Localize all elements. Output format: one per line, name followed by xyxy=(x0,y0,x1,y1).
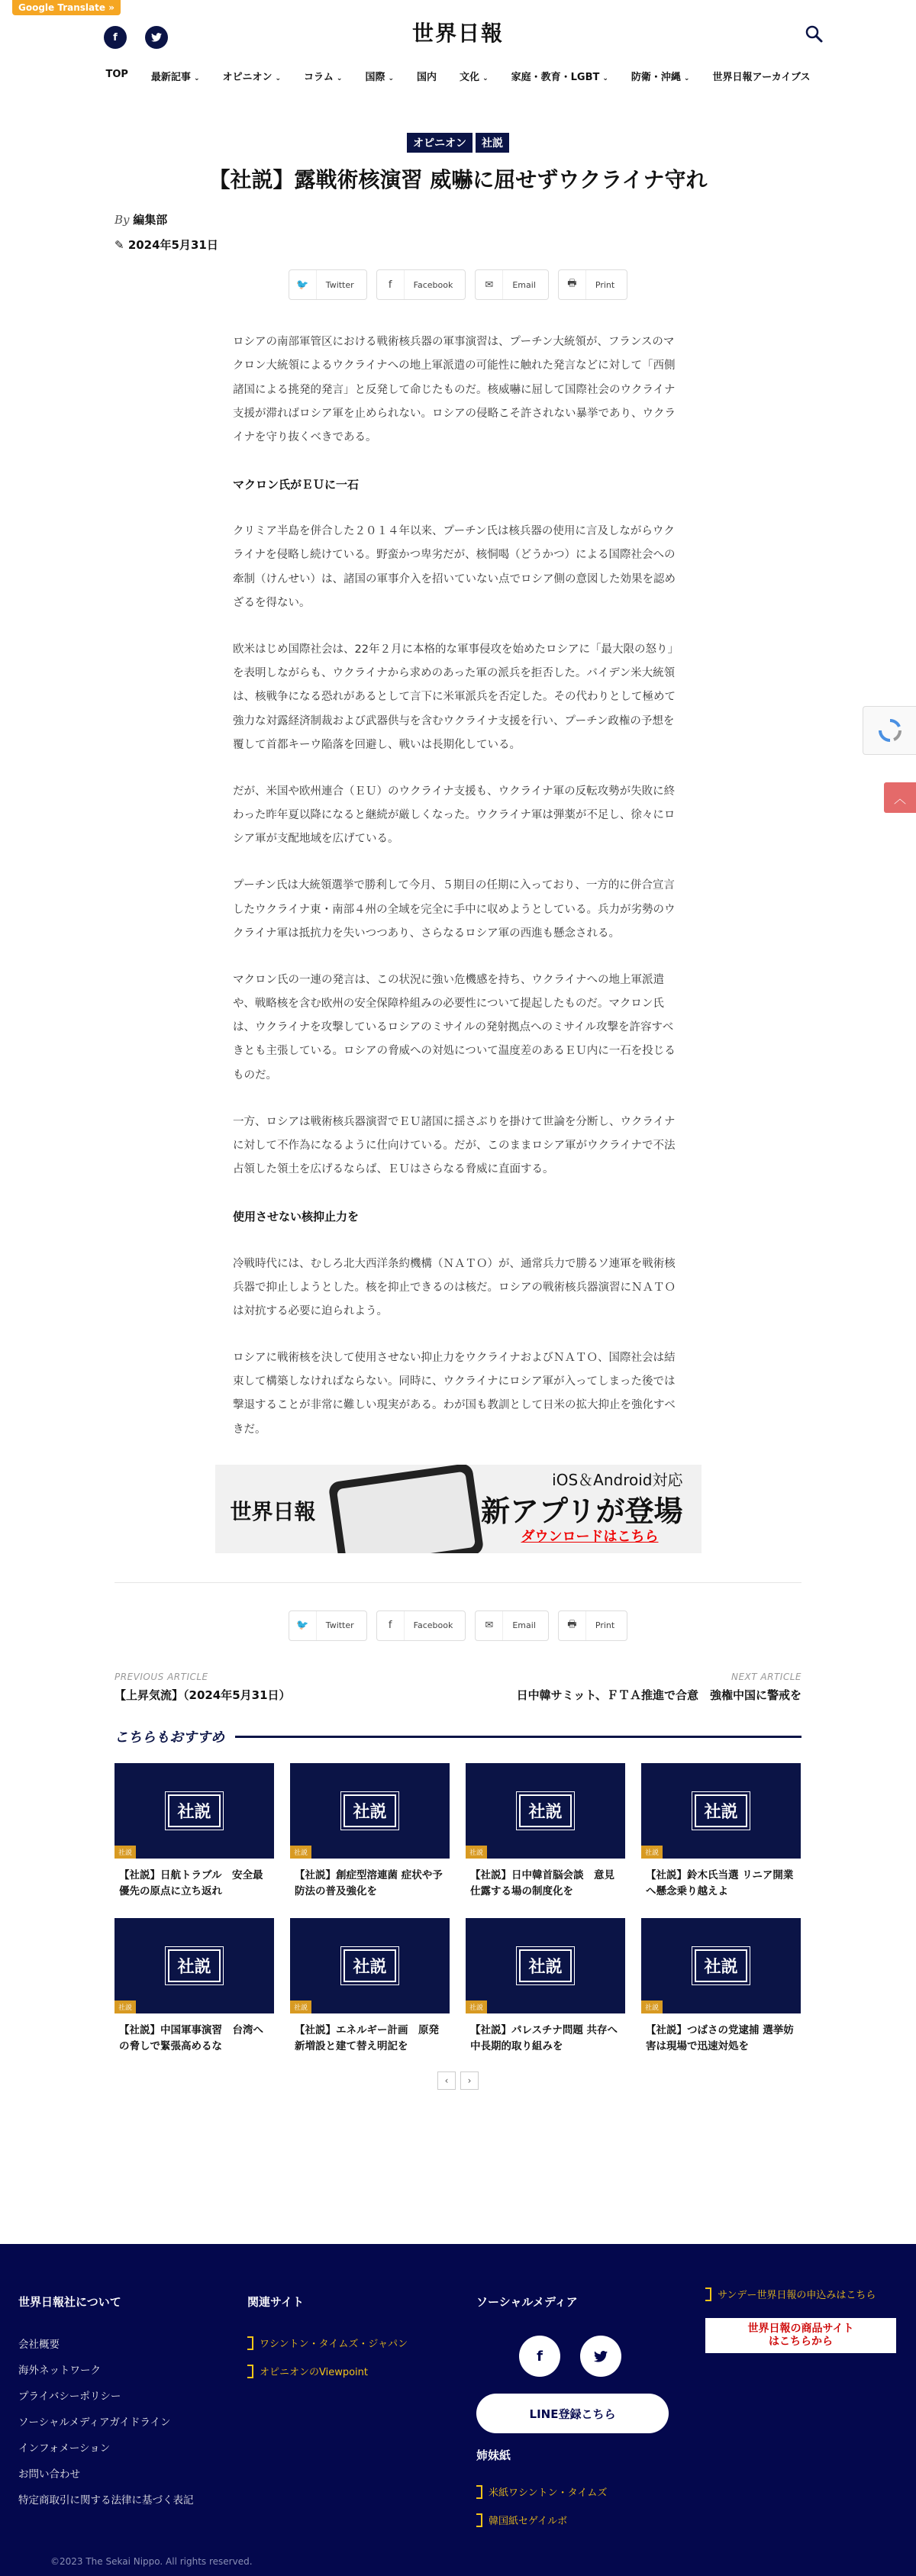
nav-item-label: 最新記事 xyxy=(150,72,191,83)
next-label: NEXT ARTICLE xyxy=(731,1671,802,1682)
paragraph: ロシアの南部軍管区における戦術核兵器の軍事演習は、プーチン大統領が、フランスのマクロン大統領によるウクライナへの地上軍派遣の可能性に触れた発言などに対して「西側諸国による挑発的発言」と反発して命じたものだ。核威嚇に屈して国際社会のウクライナ支援が滞ればロシア軍を止められない。ロシアの侵略こそ許されない暴挙であり、ウクライナを守り抜くべきである。 xyxy=(233,336,676,443)
publish-date xyxy=(114,237,802,253)
share-print-button[interactable] xyxy=(558,269,627,300)
recommend-card[interactable] xyxy=(114,1763,274,1900)
print-icon: 🖶 xyxy=(559,270,586,299)
section-heading: 使用させない核抑止力を xyxy=(233,1210,360,1224)
nav-item-label: 文化 xyxy=(460,72,480,83)
nav-item-0[interactable] xyxy=(105,69,127,83)
recommend-card[interactable] xyxy=(466,1763,625,1900)
sunday-subscribe-text: サンデー世界日報の申込みはこちら xyxy=(718,2290,876,2301)
nav-item-label: コラム xyxy=(304,72,334,83)
chevron-down-icon: ⌄ xyxy=(683,75,690,82)
banner-download-link[interactable]: ダウンロードはこちら xyxy=(521,1528,659,1545)
nav-item-label: 世界日報アーカイブス xyxy=(712,72,811,83)
share-label: Twitter xyxy=(325,1620,354,1631)
shop-banner[interactable] xyxy=(705,2318,896,2353)
footer-related-heading: 関連サイト xyxy=(247,2295,304,2309)
recommend-header xyxy=(114,1726,802,1746)
print-icon: 🖶 xyxy=(559,1611,586,1640)
footer-yellow-link-text: ワシントン・タイムズ・ジャパン xyxy=(260,2339,408,2350)
google-translate-badge[interactable]: Google Translate » xyxy=(12,0,121,15)
share-bar-bottom xyxy=(0,1610,916,1641)
twitter-icon[interactable] xyxy=(580,2336,621,2377)
nav-item-3[interactable] xyxy=(304,69,342,83)
category-tag[interactable]: オピニオン xyxy=(407,133,473,153)
footer-social-heading: ソーシャルメディア xyxy=(476,2295,578,2309)
recommend-card[interactable] xyxy=(114,1918,274,2055)
footer-link[interactable]: インフォメーション xyxy=(18,2442,111,2455)
footer-social xyxy=(476,2294,669,2541)
chevron-down-icon: ⌄ xyxy=(388,75,395,82)
share-facebook-button[interactable] xyxy=(376,1610,466,1641)
twitter-icon: 🐦 xyxy=(289,1611,317,1640)
paragraph: マクロン氏の一連の発言は、この状況に強い危機感を持ち、ウクライナへの地上軍派遣や、戦略核を含む欧州の安全保障枠組みの必要性について提起したものだ。マクロン氏は、ウクライナを攻撃しているロシアのミサイルの発射拠点へのミサイル攻撃を許容すべきとも主張している。ロシアの脅威への対処について温度差のあるＥＵ内に一石を投じるものだ。 xyxy=(233,973,676,1082)
facebook-icon: f xyxy=(377,270,405,299)
share-label: Print xyxy=(595,279,615,290)
recommend-card[interactable] xyxy=(466,1918,625,2055)
share-label: Twitter xyxy=(325,279,354,290)
footer-social-icons xyxy=(519,2336,669,2377)
banner-line1: iOS＆Android対応 xyxy=(552,1470,683,1489)
footer-link[interactable]: 特定商取引に関する法律に基づく表記 xyxy=(18,2494,194,2507)
nav-item-7[interactable] xyxy=(511,69,608,83)
recommend-card[interactable] xyxy=(641,1918,801,2055)
card-thumbnail[interactable] xyxy=(641,1763,801,1859)
share-twitter-button[interactable] xyxy=(289,1610,367,1641)
card-thumbnail[interactable] xyxy=(290,1918,450,2013)
footer-yellow-link-text: 米紙ワシントン・タイムズ xyxy=(489,2487,608,2499)
footer-link[interactable]: 会社概要 xyxy=(18,2339,60,2351)
sunday-subscribe-link[interactable] xyxy=(705,2287,896,2301)
footer-yellow-link-text: オピニオンのViewpoint xyxy=(260,2367,369,2378)
article-meta xyxy=(114,211,802,253)
paragraph: 欧米はじめ国際社会は、22年２月に本格的な軍事侵攻を始めたロシアに「最大限の怒り」を表明しながらも、ウクライナから求めのあった軍の派兵を拒否した。バイデン米大統領は、核戦争になる恐れがあるとして言下に米軍派兵を否定した。その代わりとして極めて強力な対露経済制裁および武器供与を含むウクライナ支援を行い、プーチン政権の予想を覆して首都キーウ陥落を回避し、戦いは長期化している。 xyxy=(233,643,679,751)
heading-rule xyxy=(235,1736,802,1738)
nav-item-label: 防衛・沖縄 xyxy=(631,72,681,83)
category-tags xyxy=(0,133,916,153)
prev-next-nav xyxy=(114,1672,802,1704)
editorial-mark: 社説 xyxy=(519,1949,571,1982)
pencil-icon: ✎ xyxy=(114,238,124,253)
card-title[interactable]: 【社説】鈴木氏当選 リニア開業へ懸念乗り越えよ xyxy=(646,1869,794,1898)
share-email-button[interactable] xyxy=(475,1610,549,1641)
editorial-mark: 社説 xyxy=(695,1949,747,1982)
bracket-icon xyxy=(476,2485,482,2499)
email-icon: ✉ xyxy=(476,270,503,299)
author-name[interactable]: 編集部 xyxy=(133,213,168,227)
paragraph: ロシアに戦術核を決して使用させない抑止力をウクライナおよびＮＡＴＯ、国際社会は結束して構築しなければならない。同時に、ウクライナにロシア軍が入ってしまった後では撃退することが非常に難しい現実がある。わが国も教訓として日米の拡大抑止を強化すべきだ。 xyxy=(233,1352,676,1436)
nav-item-label: 国際 xyxy=(365,72,385,83)
editorial-mark: 社説 xyxy=(344,1794,395,1827)
nav-item-2[interactable] xyxy=(222,69,281,83)
next-title[interactable]: 日中韓サミット、ＦＴＡ推進で合意 強権中国に警戒を xyxy=(516,1688,802,1702)
card-thumbnail[interactable] xyxy=(290,1763,450,1859)
editorial-mark: 社説 xyxy=(695,1794,747,1827)
footer-link[interactable]: ソーシャルメディアガイドライン xyxy=(18,2416,171,2429)
site-logo[interactable]: 世界日報 xyxy=(411,21,504,46)
paragraph: 一方、ロシアは戦術核兵器演習でＥＵ諸国に揺さぶりを掛けて世論を分断し、ウクライナに対して不作為になるように仕向けている。だが、このままロシア軍がウクライナで不法占領した領土を広げるならば、ＥＵはさらなる脅威に直面する。 xyxy=(233,1115,676,1176)
category-badge[interactable]: 社説 xyxy=(290,1846,311,1859)
line-register-button[interactable]: LINE登録こちら xyxy=(476,2394,669,2433)
share-facebook-button[interactable] xyxy=(376,269,466,300)
back-to-top-button[interactable] xyxy=(884,782,916,813)
footer-yellow-link[interactable] xyxy=(476,2513,669,2527)
paragraph: クリミア半島を併合した２０１４年以来、プーチン氏は核兵器の使用に言及しながらウクライナを侵略し続けている。野蛮かつ卑劣だが、核恫喝（どうかつ）による国際社会への牽制（けんせい）は、諸国の軍事介入を招いていない点でロシア側の意図した効果を認めざるを得ない。 xyxy=(233,525,676,609)
footer-link[interactable]: 海外ネットワーク xyxy=(18,2365,101,2377)
category-badge[interactable]: 社説 xyxy=(114,2001,136,2013)
footer-yellow-link[interactable] xyxy=(247,2336,408,2350)
category-badge[interactable]: 社説 xyxy=(641,1846,663,1859)
nav-item-6[interactable] xyxy=(460,69,489,83)
chevron-down-icon: ⌄ xyxy=(482,75,489,82)
paragraph: プーチン氏は大統領選挙で勝利して今月、５期目の任期に入っており、一方的に併合宣言したウクライナ東・南部４州の全域を完全に手中に収めようとしている。兵力が劣勢のウクライナ軍は抵抗力を失いつつあり、さらなるロシア軍の西進も懸念される。 xyxy=(233,879,676,940)
facebook-icon[interactable]: f xyxy=(519,2336,560,2377)
category-badge[interactable]: 社説 xyxy=(466,2001,487,2013)
nav-item-8[interactable] xyxy=(631,69,690,83)
editorial-mark: 社説 xyxy=(519,1794,571,1827)
card-thumbnail[interactable] xyxy=(114,1763,274,1859)
footer-extra xyxy=(705,2287,896,2353)
nav-item-1[interactable] xyxy=(151,69,200,83)
footer-link[interactable]: プライバシーポリシー xyxy=(18,2391,121,2403)
phone-image xyxy=(327,1465,484,1553)
next-page-button[interactable]: › xyxy=(460,2071,479,2090)
chevron-down-icon: ⌄ xyxy=(275,75,282,82)
banner-line2: 新アプリが登場 xyxy=(481,1494,683,1528)
recaptcha-badge[interactable] xyxy=(863,706,916,755)
nav-item-4[interactable] xyxy=(365,69,394,83)
section-heading: マクロン氏がＥＵに一石 xyxy=(233,478,360,492)
share-label: Email xyxy=(512,1620,536,1631)
category-badge[interactable]: 社説 xyxy=(641,2001,663,2013)
paragraph: 冷戦時代には、むしろ北大西洋条約機構（ＮＡＴＯ）が、通常兵力で勝るソ連軍を戦術核兵器で抑止しようとした。核を抑止できるのは核だ。ロシアの戦術核兵器演習にＮＡＴＯは対抗する必要に迫られよう。 xyxy=(233,1257,676,1317)
share-label: Email xyxy=(512,279,536,290)
paragraph: だが、米国や欧州連合（ＥＵ）のウクライナ支援も、ウクライナ軍の反転攻勢が失敗に終わった昨年夏以降になると継続が厳しくなった。ウクライナ軍は弾薬が不足し、徐々にロシア軍が支配地域を広げている。 xyxy=(233,785,676,846)
search-icon[interactable] xyxy=(803,23,826,46)
card-thumbnail[interactable] xyxy=(466,1763,625,1859)
next-article[interactable] xyxy=(473,1672,802,1704)
share-email-button[interactable] xyxy=(475,269,549,300)
share-label: Facebook xyxy=(413,1620,453,1631)
share-label: Facebook xyxy=(413,279,453,290)
card-title[interactable]: 【社説】日航トラブル 安全最優先の原点に立ち返れ xyxy=(119,1869,263,1898)
card-title[interactable]: 【社説】つばさの党逮捕 選挙妨害は現場で迅速対処を xyxy=(646,2024,794,2052)
recommend-heading: こちらもおすすめ xyxy=(114,1730,225,1746)
recommend-pager xyxy=(0,2071,916,2090)
by-label: By xyxy=(114,213,130,227)
facebook-icon: f xyxy=(377,1611,405,1640)
share-twitter-button[interactable] xyxy=(289,269,367,300)
card-title[interactable]: 【社説】エネルギー計画 原発新増設と建て替え明記を xyxy=(295,2024,439,2052)
bracket-icon xyxy=(247,2336,253,2350)
prev-title[interactable]: 【上昇気流】（2024年5月31日） xyxy=(114,1688,291,1702)
card-thumbnail[interactable] xyxy=(466,1918,625,2013)
shop-banner-line2: はこちらから xyxy=(769,2336,833,2348)
footer-related xyxy=(247,2294,408,2392)
facebook-icon[interactable]: f xyxy=(104,26,127,49)
chevron-down-icon: ⌄ xyxy=(336,75,343,82)
chevron-up-icon: ︿ xyxy=(893,791,906,806)
article-body xyxy=(233,330,683,1442)
card-title[interactable]: 【社説】パレスチナ問題 共存へ中長期的取り組みを xyxy=(470,2024,618,2052)
nav-item-label: オピニオン xyxy=(222,72,273,83)
nav-item-5[interactable] xyxy=(417,69,437,83)
date-text: 2024年5月31日 xyxy=(127,238,218,253)
banner-logo: 世界日報 xyxy=(230,1498,316,1524)
category-tag[interactable]: 社説 xyxy=(476,133,509,153)
twitter-icon: 🐦 xyxy=(289,270,317,299)
prev-label: PREVIOUS ARTICLE xyxy=(114,1671,208,1682)
chevron-down-icon: ⌄ xyxy=(193,75,200,82)
bracket-icon xyxy=(705,2287,711,2301)
bracket-icon xyxy=(247,2365,253,2378)
footer-link[interactable]: お問い合わせ xyxy=(18,2468,80,2481)
card-title[interactable]: 【社説】日中韓首脳会談 意見仕露する場の制度化を xyxy=(470,1869,614,1898)
chevron-down-icon: ⌄ xyxy=(602,75,608,82)
app-banner[interactable] xyxy=(215,1465,702,1553)
card-thumbnail[interactable] xyxy=(114,1918,274,2013)
nav-item-9[interactable] xyxy=(712,69,810,83)
editorial-mark: 社説 xyxy=(168,1949,220,1982)
category-badge[interactable]: 社説 xyxy=(466,1846,487,1859)
editorial-mark: 社説 xyxy=(344,1949,395,1982)
category-badge[interactable]: 社説 xyxy=(290,2001,311,2013)
nav-item-label: 家庭・教育・LGBT xyxy=(511,72,600,83)
share-bar-top xyxy=(0,269,916,300)
footer-about-heading: 世界日報社について xyxy=(18,2295,121,2309)
recommend-card[interactable] xyxy=(290,1763,450,1900)
prev-page-button[interactable]: ‹ xyxy=(437,2071,456,2090)
main-nav xyxy=(0,69,916,83)
footer-yellow-link-text: 韓国紙セゲイルボ xyxy=(489,2516,568,2527)
divider xyxy=(114,1582,802,1583)
copyright: ©2023 The Sekai Nippo. All rights reserved. xyxy=(50,2556,253,2567)
share-label: Print xyxy=(595,1620,615,1631)
article-title: 【社説】露戦術核演習 威嚇に屈せずウクライナ守れ xyxy=(208,167,708,192)
nav-item-label: TOP xyxy=(105,69,128,80)
recommend-card[interactable] xyxy=(290,1918,450,2055)
previous-article[interactable] xyxy=(114,1672,291,1704)
editorial-mark: 社説 xyxy=(168,1794,220,1827)
nav-item-label: 国内 xyxy=(417,72,437,83)
card-thumbnail[interactable] xyxy=(641,1918,801,2013)
recaptcha-icon xyxy=(877,717,903,743)
article xyxy=(0,133,916,2090)
email-icon: ✉ xyxy=(476,1611,503,1640)
sister-heading: 姉妹紙 xyxy=(476,2449,511,2462)
recommend-card[interactable] xyxy=(641,1763,801,1900)
footer-about xyxy=(18,2294,194,2517)
site-header xyxy=(0,0,916,95)
share-print-button[interactable] xyxy=(558,1610,627,1641)
site-footer xyxy=(0,2244,916,2576)
recommend-grid xyxy=(114,1763,802,2055)
footer-yellow-link[interactable] xyxy=(476,2484,669,2499)
shop-banner-line1: 世界日報の商品サイト xyxy=(747,2323,854,2336)
card-title[interactable]: 【社説】創症型溶連菌 症状や予防法の普及強化を xyxy=(295,1869,443,1898)
card-title[interactable]: 【社説】中国軍事演習 台湾への脅しで緊張高めるな xyxy=(119,2024,263,2052)
category-badge[interactable]: 社説 xyxy=(114,1846,136,1859)
bracket-icon xyxy=(476,2513,482,2527)
footer-yellow-link[interactable] xyxy=(247,2364,408,2378)
